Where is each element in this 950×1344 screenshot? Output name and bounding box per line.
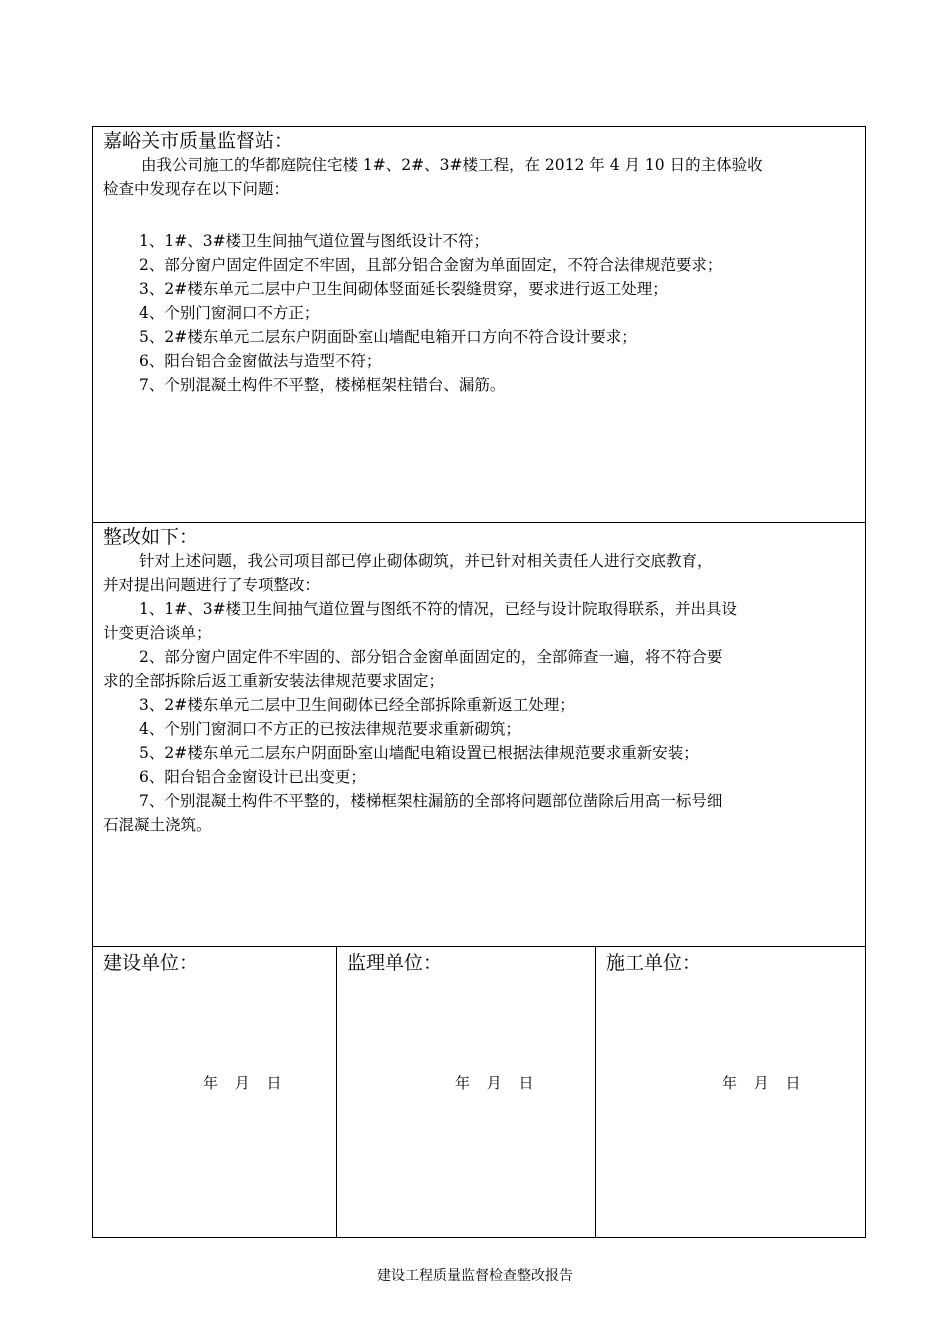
construction-unit-date: 年 月 日: [203, 1074, 282, 1092]
problem-item: 3、2#楼东单元二层中户卫生间砌体竖面延长裂缝贯穿，要求进行返工处理；: [139, 280, 668, 298]
rectification-line: 6、阳台铝合金窗设计已出变更；: [139, 768, 366, 786]
rectification-line: 计变更洽谈单；: [103, 624, 212, 642]
rectification-line: 3、2#楼东单元二层中卫生间砌体已经全部拆除重新返工处理；: [139, 696, 575, 714]
problem-item: 5、2#楼东单元二层东户阴面卧室山墙配电箱开口方向不符合设计要求；: [139, 328, 637, 346]
rectification-line: 石混凝土浇筑。: [103, 816, 212, 834]
rectification-line: 求的全部拆除后返工重新安装法律规范要求固定；: [103, 672, 445, 690]
intro-line: 由我公司施工的华都庭院住宅楼 1#、2#、3#楼工程，在 2012 年 4 月 10 日的主体验收: [141, 156, 763, 174]
contractor-unit-date: 年 月 日: [722, 1074, 801, 1092]
rectification-line: 5、2#楼东单元二层东户阴面卧室山墙配电箱设置已根据法律规范要求重新安装；: [139, 744, 699, 762]
rectification-line: 7、个别混凝土构件不平整的，楼梯框架柱漏筋的全部将问题部位凿除后用高一标号细: [139, 792, 723, 810]
signature-section: [93, 947, 865, 1237]
problem-item: 2、部分窗户固定件固定不牢固，且部分铝合金窗为单面固定，不符合法律规范要求；: [139, 256, 723, 274]
report-table: [92, 126, 866, 1238]
contractor-unit-label: 施工单位：: [606, 952, 702, 974]
problem-item: 4、个别门窗洞口不方正；: [139, 304, 320, 322]
supervision-unit-label: 监理单位：: [347, 952, 443, 974]
rectification-heading: 整改如下：: [103, 526, 199, 548]
rectification-line: 2、部分窗户固定件不牢固的、部分铝合金窗单面固定的，全部筛查一遍，将不符合要: [139, 648, 723, 666]
contractor-unit-cell: [596, 947, 865, 1237]
problems-section: [93, 127, 865, 523]
problem-item: 6、阳台铝合金窗做法与造型不符；: [139, 352, 382, 370]
problem-item: 1、1#、3#楼卫生间抽气道位置与图纸设计不符；: [139, 232, 490, 250]
construction-unit-label: 建设单位：: [103, 952, 199, 974]
construction-unit-cell: [93, 947, 337, 1237]
addressee-heading: 嘉峪关市质量监督站：: [103, 130, 294, 152]
rectification-line: 针对上述问题，我公司项目部已停止砌体砌筑，并已针对相关责任人进行交底教育，: [139, 552, 713, 570]
supervision-unit-cell: [337, 947, 596, 1237]
rectification-line: 1、1#、3#楼卫生间抽气道位置与图纸不符的情况，已经与设计院取得联系，并出具设: [139, 600, 738, 618]
intro-line: 检查中发现存在以下问题：: [103, 180, 290, 198]
problem-item: 7、个别混凝土构件不平整，楼梯框架柱错台、漏筋。: [139, 376, 506, 394]
rectification-section: [93, 523, 865, 947]
rectification-line: 并对提出问题进行了专项整改：: [103, 576, 321, 594]
supervision-unit-date: 年 月 日: [455, 1074, 534, 1092]
rectification-line: 4、个别门窗洞口不方正的已按法律规范要求重新砌筑；: [139, 720, 521, 738]
page-footer: 建设工程质量监督检查整改报告: [377, 1268, 573, 1284]
